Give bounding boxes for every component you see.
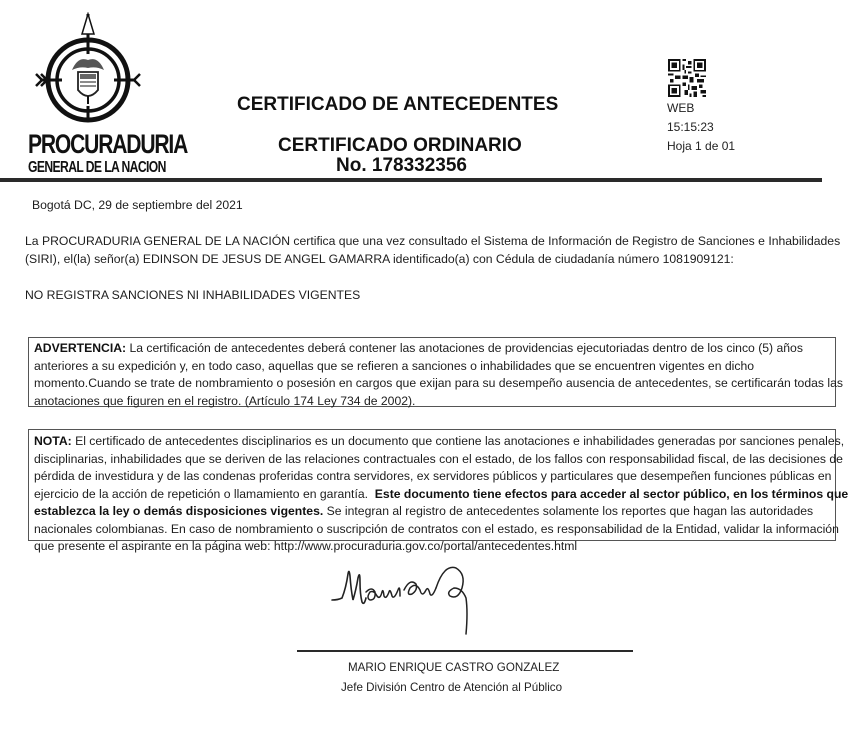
antecedentes-url-link[interactable]: http://www.procuraduria.gov.co/portal/antecedentes.html xyxy=(273,539,578,553)
note-line-4: ejercicio de la acción de repetición o llamamiento en garantía. Este documento tiene efectos para acceder al sector público, en los términos que xyxy=(34,486,849,501)
note-line-5: establezca la ley o demás disposiciones vigentes. Se integran al registro de antecedentes solamente los reportes que hagan las autoridades xyxy=(34,504,814,518)
note-line-2: disciplinarias, inhabilidades que se deriven de las relaciones contractuales con el estado, de los fallos con responsabilidad fiscal, de las decisiones de xyxy=(34,451,843,466)
certification-result: NO REGISTRA SANCIONES NI INHABILIDADES VIGENTES xyxy=(25,288,361,302)
logo-wordmark-secondary: GENERAL DE LA NACION xyxy=(28,159,166,176)
document-title: CERTIFICADO DE ANTECEDENTES xyxy=(237,94,559,115)
warning-line-1: ADVERTENCIA: La certificación de antecedentes deberá contener las anotaciones de providencias ejecutoriadas dentro de los cinco (5) años xyxy=(34,341,803,355)
logo-wordmark-primary: PROCURADURIA xyxy=(28,129,188,159)
note-box xyxy=(28,429,849,553)
warning-box xyxy=(28,337,843,408)
page-indicator: Hoja 1 de 01 xyxy=(667,139,736,153)
certificate-number: No. 178332356 xyxy=(336,155,467,176)
warning-line-4: anotaciones que figuren en el registro. (Artículo 174 Ley 734 de 2002). xyxy=(34,393,416,408)
signature-line xyxy=(297,650,633,652)
issue-channel: WEB xyxy=(667,101,695,115)
note-line-3: pérdida de investidura y de las condenas proferidas contra servidores, ex servidores públicos y particulares que desempeñen funciones públicas en xyxy=(34,469,832,483)
certificate-type: CERTIFICADO ORDINARIO xyxy=(278,135,522,156)
certification-line-2: (SIRI), el(la) señor(a) EDINSON DE JESUS DE ANGEL GAMARRA identificado(a) con Cédula de ciudadanía número 1081909121: xyxy=(25,252,734,266)
qr-code-icon xyxy=(668,59,706,97)
certification-line-1: La PROCURADURIA GENERAL DE LA NACIÓN certifica que una vez consultado el Sistema de Información de Registro de Sanciones e Inhabilidades xyxy=(25,234,841,248)
handwritten-signature-icon xyxy=(320,560,500,645)
signatory-name: MARIO ENRIQUE CASTRO GONZALEZ xyxy=(348,661,560,674)
warning-label: ADVERTENCIA: xyxy=(34,341,127,355)
note-line-6: nacionales colombianas. En caso de nombramiento o suscripción de contratos con el estado, es responsabilidad de la Entidad, validar la información xyxy=(34,521,839,536)
place-date: Bogotá DC, 29 de septiembre del 2021 xyxy=(32,198,243,212)
note-line-1: NOTA: El certificado de antecedentes disciplinarios es un documento que contiene las anotaciones e inhabilidades generadas por sanciones penales, xyxy=(34,434,845,448)
warning-line-3: momento.Cuando se trate de nombramiento o posesión en cargos que exijan para su desempeño ausencia de antecedentes, se certificarán todas las xyxy=(34,376,843,390)
warning-line-2: anteriores a su expedición y, en todo caso, aquellas que se refieren a sanciones o inhabilidades que se encuentren vigentes en dicho xyxy=(34,358,754,373)
header-divider xyxy=(0,178,822,182)
issue-time: 15:15:23 xyxy=(667,120,714,134)
signatory-role: Jefe División Centro de Atención al Público xyxy=(341,681,563,694)
note-line-7: que presente el aspirante en la página web: http://www.procuraduria.gov.co/portal/antecedentes.html xyxy=(34,539,578,553)
note-label: NOTA: xyxy=(34,434,72,448)
procuraduria-seal-icon xyxy=(34,12,142,124)
procuraduria-logo xyxy=(28,12,188,177)
